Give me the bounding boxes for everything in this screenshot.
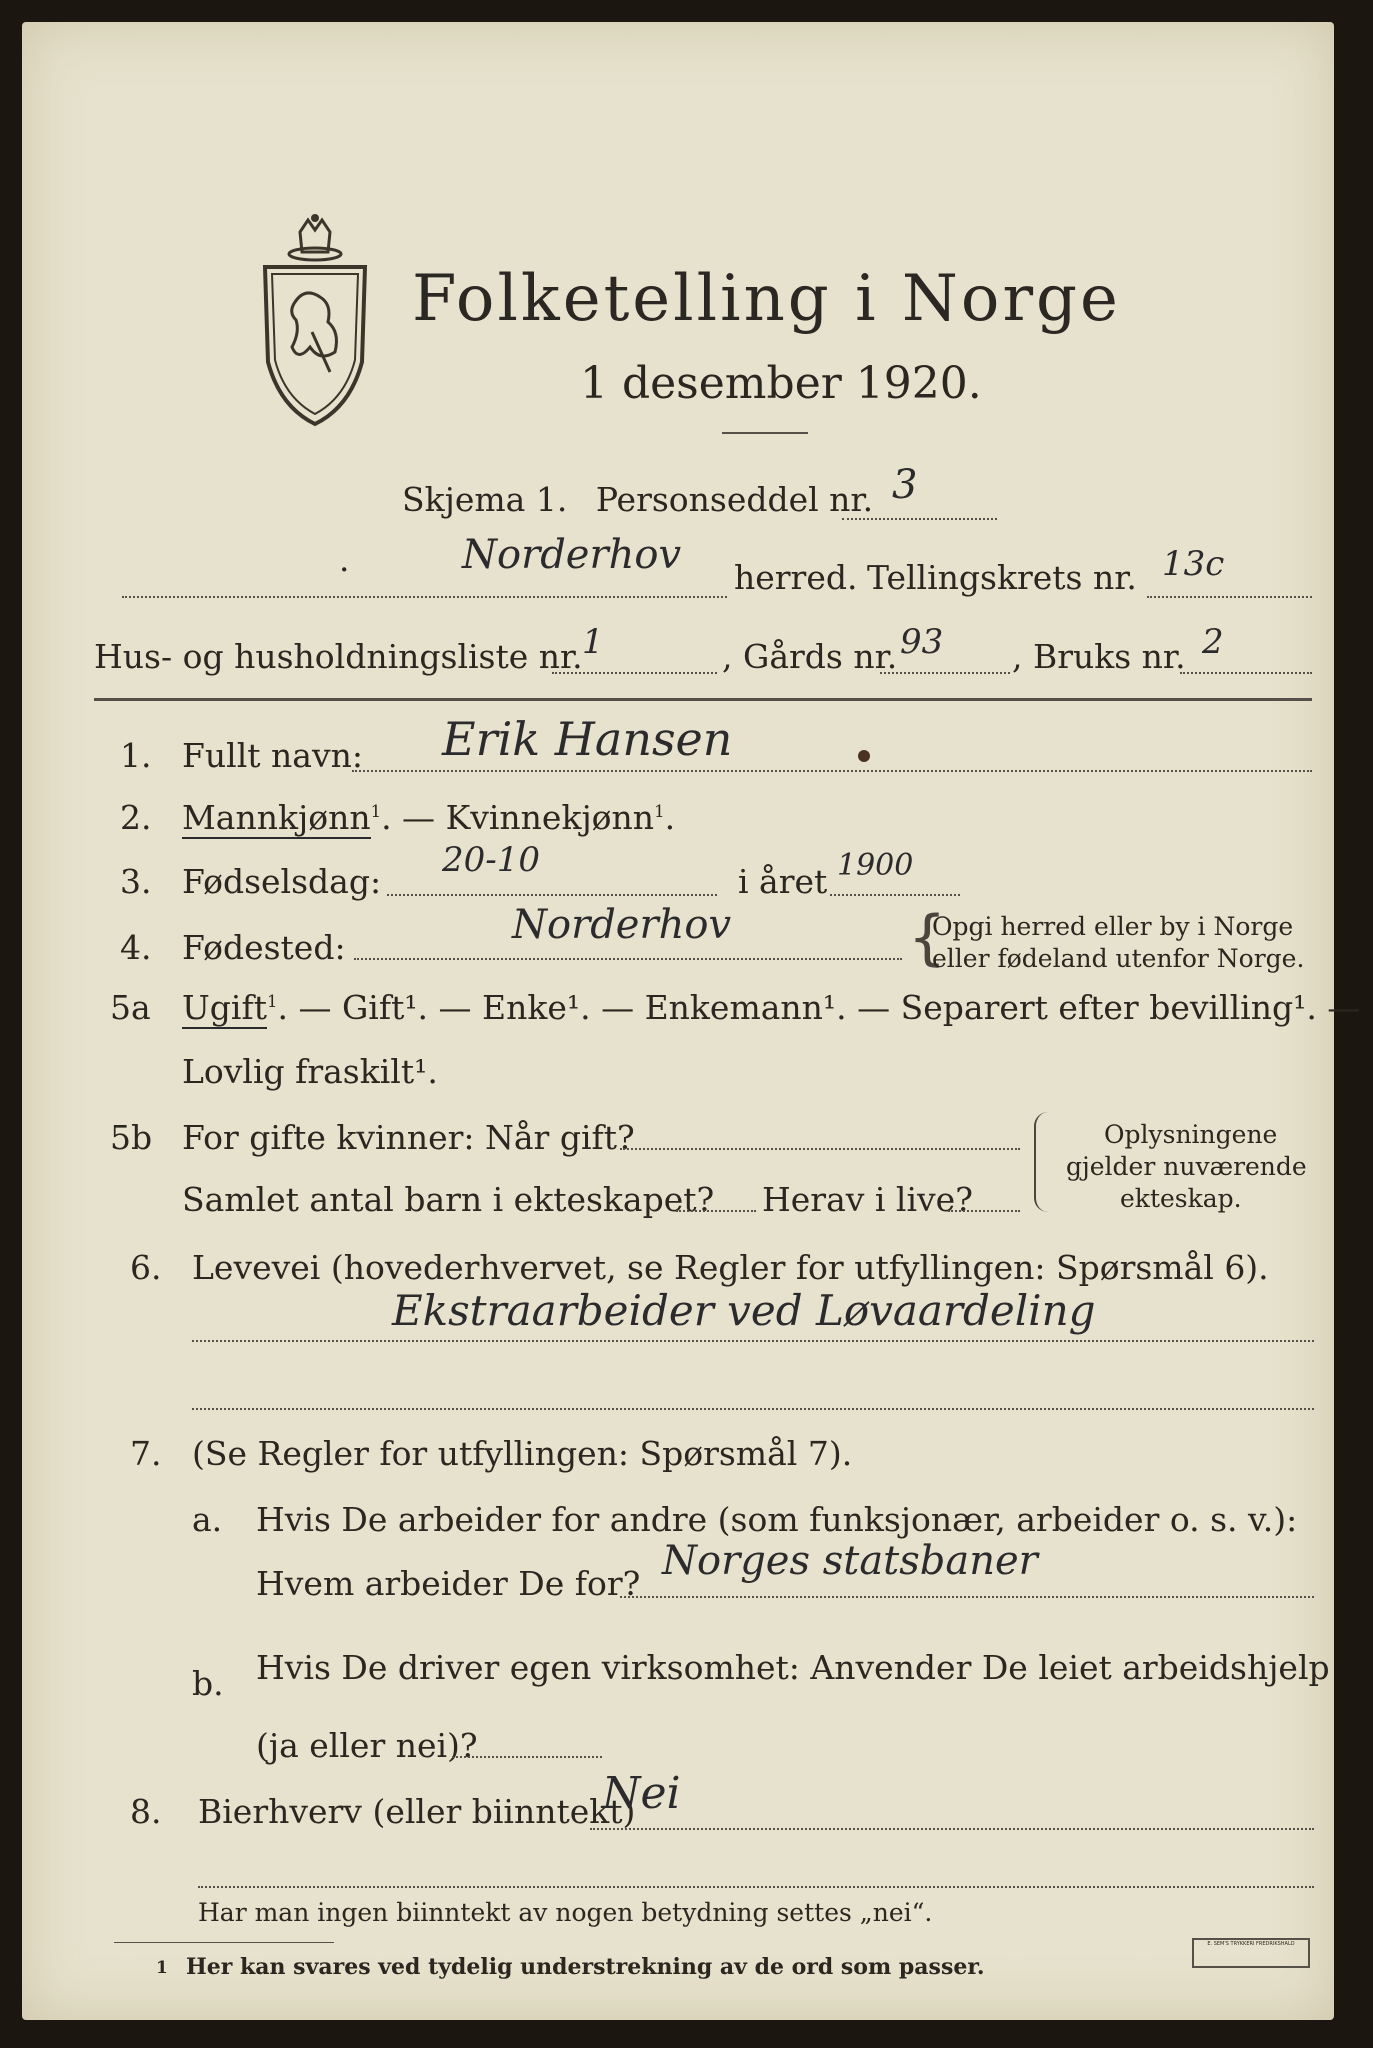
coat-of-arms-icon bbox=[250, 212, 380, 432]
children-alive-label: Herav i live? bbox=[762, 1180, 973, 1219]
side-income-field[interactable] bbox=[590, 1828, 1314, 1830]
bruks-value: 2 bbox=[1202, 622, 1224, 662]
side-income-value: Nei bbox=[602, 1768, 681, 1819]
printer-stamp bbox=[1192, 1938, 1310, 1968]
unmarried-option[interactable]: Ugift bbox=[182, 988, 267, 1027]
q7a-question: Hvem arbeider De for? bbox=[256, 1564, 641, 1603]
q1-number: 1. bbox=[120, 736, 152, 775]
q7b-letter: b. bbox=[192, 1664, 224, 1703]
footnote-divider bbox=[114, 1942, 334, 1943]
personseddel-field[interactable] bbox=[842, 518, 997, 520]
tellingskrets-label: Tellingskrets nr. bbox=[867, 558, 1137, 597]
children-total-label: Samlet antal barn i ekteskapet? bbox=[182, 1180, 715, 1219]
q5b-number: 5b bbox=[110, 1118, 153, 1157]
q2-line: Mannkjønn$^1$. — Kvinnekjønn$^1$. bbox=[182, 798, 676, 837]
q6-number: 6. bbox=[130, 1248, 162, 1287]
occupation-field-1[interactable] bbox=[192, 1340, 1314, 1342]
q7a-letter: a. bbox=[192, 1500, 223, 1539]
title-divider bbox=[722, 432, 808, 434]
gards-label: , Gårds nr. bbox=[722, 637, 898, 676]
occupation-field-2[interactable] bbox=[192, 1408, 1314, 1410]
herred-label: herred. bbox=[734, 558, 858, 597]
side-income-field-2[interactable] bbox=[198, 1886, 1314, 1888]
divorced-option[interactable]: Lovlig fraskilt¹. bbox=[182, 1052, 438, 1091]
bruks-label: , Bruks nr. bbox=[1012, 637, 1186, 676]
q5a-number: 5a bbox=[110, 988, 151, 1027]
hus-field[interactable] bbox=[552, 672, 717, 674]
full-name-field[interactable] bbox=[352, 770, 1312, 772]
occupation-value: Ekstraarbeider ved Løvaardeling bbox=[392, 1286, 1096, 1335]
footnote-text: Her kan svares ved tydelig understrekning av de ord som passer. bbox=[186, 1954, 985, 1980]
q4-note-1: Opgi herred eller by i Norge bbox=[932, 912, 1294, 941]
form-date: 1 desember 1920. bbox=[580, 358, 982, 409]
dot-mark: · bbox=[339, 550, 350, 589]
children-total-field[interactable] bbox=[676, 1210, 756, 1212]
q3-number: 3. bbox=[120, 862, 152, 901]
birth-year-field[interactable] bbox=[830, 894, 960, 896]
employer-value: Norges statsbaner bbox=[662, 1538, 1038, 1584]
census-form-sheet bbox=[22, 22, 1361, 2020]
birth-year-value: 1900 bbox=[837, 848, 914, 883]
year-label: i året bbox=[738, 862, 828, 901]
footnote-mark: 1 bbox=[156, 1958, 168, 1978]
birthplace-value: Norderhov bbox=[512, 902, 732, 948]
q7b-text: Hvis De driver egen virksomhet: Anvender De leiet arbeidshjelp bbox=[256, 1648, 1330, 1687]
q2-number: 2. bbox=[120, 798, 152, 837]
married-when-label: For gifte kvinner: Når gift? bbox=[182, 1118, 635, 1157]
q7a-text: Hvis De arbeider for andre (som funksjonær, arbeider o. s. v.): bbox=[256, 1500, 1298, 1539]
q5a-line: Ugift$^1$. — Gift¹. — Enke¹. — Enkemann¹. — Separert efter bevilling¹. — bbox=[182, 988, 1361, 1027]
q7-label: (Se Regler for utfyllingen: Spørsmål 7). bbox=[192, 1434, 853, 1473]
tellingskrets-field[interactable] bbox=[1147, 596, 1312, 598]
q7-number: 7. bbox=[130, 1434, 162, 1473]
employer-field[interactable] bbox=[620, 1596, 1314, 1598]
q5b-note-3: ekteskap. bbox=[1120, 1184, 1242, 1213]
q8-label: Bierhverv (eller biinntekt) bbox=[198, 1792, 636, 1831]
tellingskrets-value: 13c bbox=[1162, 544, 1225, 584]
q4-number: 4. bbox=[120, 928, 152, 967]
herred-value: Norderhov bbox=[462, 532, 682, 578]
hus-label: Hus- og husholdningsliste nr. bbox=[94, 637, 583, 676]
personseddel-value: 3 bbox=[892, 462, 918, 508]
birthdate-field[interactable] bbox=[387, 894, 717, 896]
gards-field[interactable] bbox=[880, 672, 1010, 674]
female-option[interactable]: Kvinnekjønn bbox=[445, 798, 655, 837]
q1-label: Fullt navn: bbox=[182, 736, 363, 775]
ink-blot bbox=[858, 750, 870, 762]
full-name-value: Erik Hansen bbox=[442, 712, 733, 766]
birthplace-field[interactable] bbox=[354, 958, 902, 960]
hired-help-field[interactable] bbox=[452, 1756, 602, 1758]
header-divider bbox=[94, 698, 1312, 701]
q2-separator: . — bbox=[381, 798, 446, 837]
skjema-label: Skjema 1. bbox=[402, 480, 568, 519]
herred-field[interactable] bbox=[122, 596, 727, 598]
q3-label: Fødselsdag: bbox=[182, 862, 382, 901]
q4-label: Fødested: bbox=[182, 928, 346, 967]
bruks-field[interactable] bbox=[1180, 672, 1312, 674]
q5b-brace bbox=[1034, 1112, 1050, 1212]
form-title: Folketelling i Norge bbox=[412, 262, 1121, 336]
q4-note-2: eller fødeland utenfor Norge. bbox=[932, 944, 1305, 973]
printer-text: E. SEM'S TRYKKERI FREDRIKSHALD bbox=[1207, 1941, 1295, 1947]
q7b-question: (ja eller nei)? bbox=[256, 1726, 478, 1765]
q4-brace: { bbox=[908, 903, 947, 973]
q5b-note-1: Oplysningene bbox=[1104, 1120, 1278, 1149]
q8-number: 8. bbox=[130, 1792, 162, 1831]
skjema-line bbox=[402, 480, 873, 519]
marital-options[interactable]: . — Gift¹. — Enke¹. — Enkemann¹. — Separert efter bevilling¹. — bbox=[277, 988, 1361, 1027]
married-when-field[interactable] bbox=[620, 1148, 1020, 1150]
gards-value: 93 bbox=[900, 622, 944, 662]
male-option[interactable]: Mannkjønn bbox=[182, 798, 371, 837]
children-alive-field[interactable] bbox=[948, 1210, 1020, 1212]
birthdate-value: 20-10 bbox=[442, 840, 541, 880]
footer-note: Har man ingen biinntekt av nogen betydning settes „nei“. bbox=[198, 1898, 933, 1927]
q5b-note-2: gjelder nuværende bbox=[1066, 1152, 1307, 1181]
hus-value: 1 bbox=[582, 622, 604, 662]
q6-label: Levevei (hovederhvervet, se Regler for utfyllingen: Spørsmål 6). bbox=[192, 1248, 1269, 1287]
q2-end: . bbox=[664, 798, 676, 837]
personseddel-label: Personseddel nr. bbox=[595, 480, 874, 519]
